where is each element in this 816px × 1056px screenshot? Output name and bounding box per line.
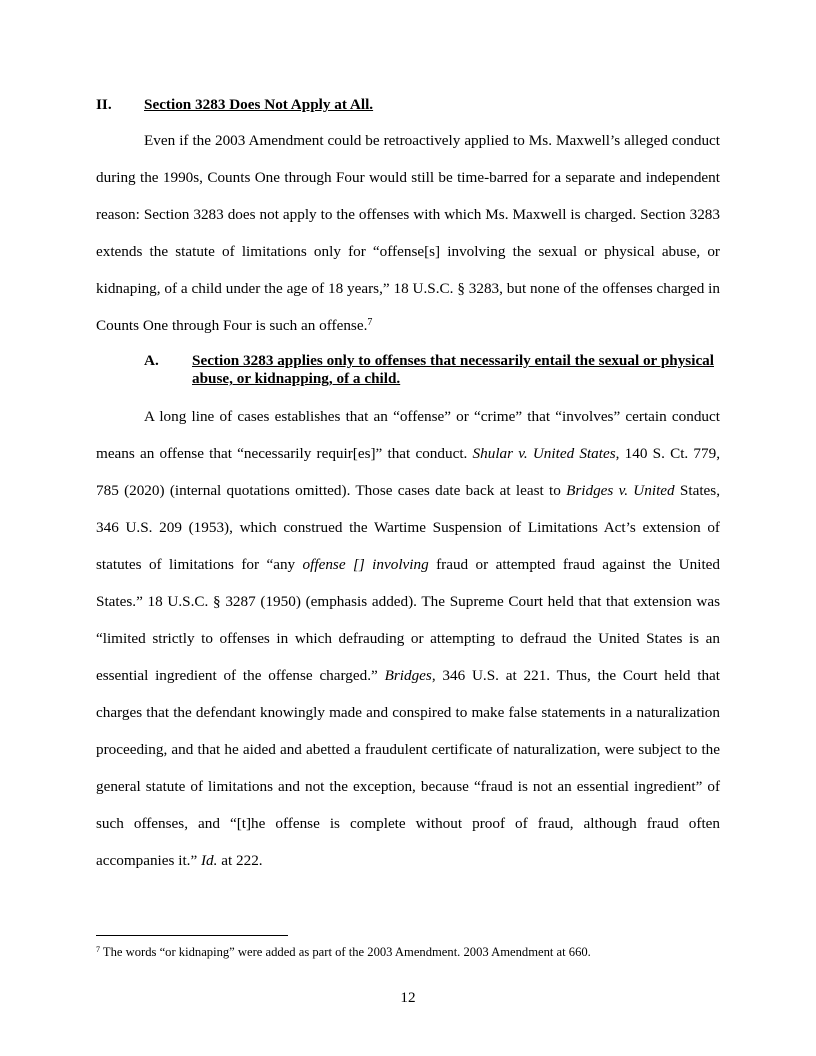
- emphasized-phrase: offense [] involving: [302, 556, 429, 573]
- subsection-heading: [144, 352, 720, 388]
- section-title: Section 3283 Does Not Apply at All.: [144, 96, 374, 113]
- page-number: 12: [400, 989, 416, 1006]
- document-page: [96, 0, 720, 1056]
- case-short-cite-bridges: Bridges: [384, 667, 432, 684]
- paragraph-2-text-1: A long line of cases establishes that an “offense” or “crime” that “involves” certain conduct means an offense that “necessarily requir[es]” that conduct.: [96, 408, 720, 462]
- subsection-title: Section 3283 applies only to offenses that necessarily entail the sexual or physical abuse, or kidnapping, of a child.: [192, 352, 714, 387]
- paragraph-2-text-3: States, 346 U.S. 209 (1953), which construed the Wartime Suspension of Limitations Act’s extension of statutes of limitations for “any: [96, 482, 720, 573]
- footnote-divider: [96, 935, 288, 936]
- id-citation: Id.: [201, 852, 218, 869]
- paragraph-2-text-6: at 222.: [217, 852, 263, 869]
- section-heading: [96, 96, 373, 114]
- paragraph-2-text-5: , 346 U.S. at 221. Thus, the Court held that charges that the defendant knowingly made and conspired to make false statements in a naturalization proceeding, and that he aided and abetted a fraudulent certificate of naturalization, were subject to the general statute of limitations and not the exception, because “fraud is not an essential ingredient” of such offenses, and “[t]he offense is complete without proof of fraud, although fraud often accompanies it.”: [96, 667, 721, 869]
- footnote-reference: 7: [367, 317, 373, 328]
- paragraph-2: [96, 398, 720, 879]
- subsection-letter: A.: [144, 352, 159, 369]
- footnote-text: The words “or kidnaping” were added as part of the 2003 Amendment. 2003 Amendment at 660.: [100, 945, 591, 959]
- case-citation-shular: Shular v. United States: [472, 445, 616, 462]
- footnote-marker: 7: [96, 945, 100, 954]
- paragraph-1: [96, 122, 720, 344]
- case-citation-bridges: Bridges v. United: [566, 482, 675, 499]
- section-number: II.: [96, 96, 112, 113]
- paragraph-1-text: Even if the 2003 Amendment could be retroactively applied to Ms. Maxwell’s alleged conduct during the 1990s, Counts One through Four would still be time-barred for a separate and independent reason: Section 3283 does not apply to the offenses with which Ms. Maxwell is charged. Section 3283 extends the statute of limitations only for “offense[s] involving the sexual or physical abuse, or kidnaping, of a child under the age of 18 years,” 18 U.S.C. § 3283, but none of the offenses charged in Counts One through Four is such an offense.: [96, 132, 720, 334]
- footnote: [96, 944, 720, 960]
- paragraph-2-text-2: , 140 S. Ct. 779, 785 (2020) (internal quotations omitted). Those cases date back at least to: [96, 445, 720, 499]
- paragraph-2-text-4: fraud or attempted fraud against the United States.” 18 U.S.C. § 3287 (1950) (emphasis added). The Supreme Court held that that extension was “limited strictly to offenses in which defrauding or attempting to defraud the United States is an essential ingredient of the offense charged.”: [96, 556, 721, 684]
